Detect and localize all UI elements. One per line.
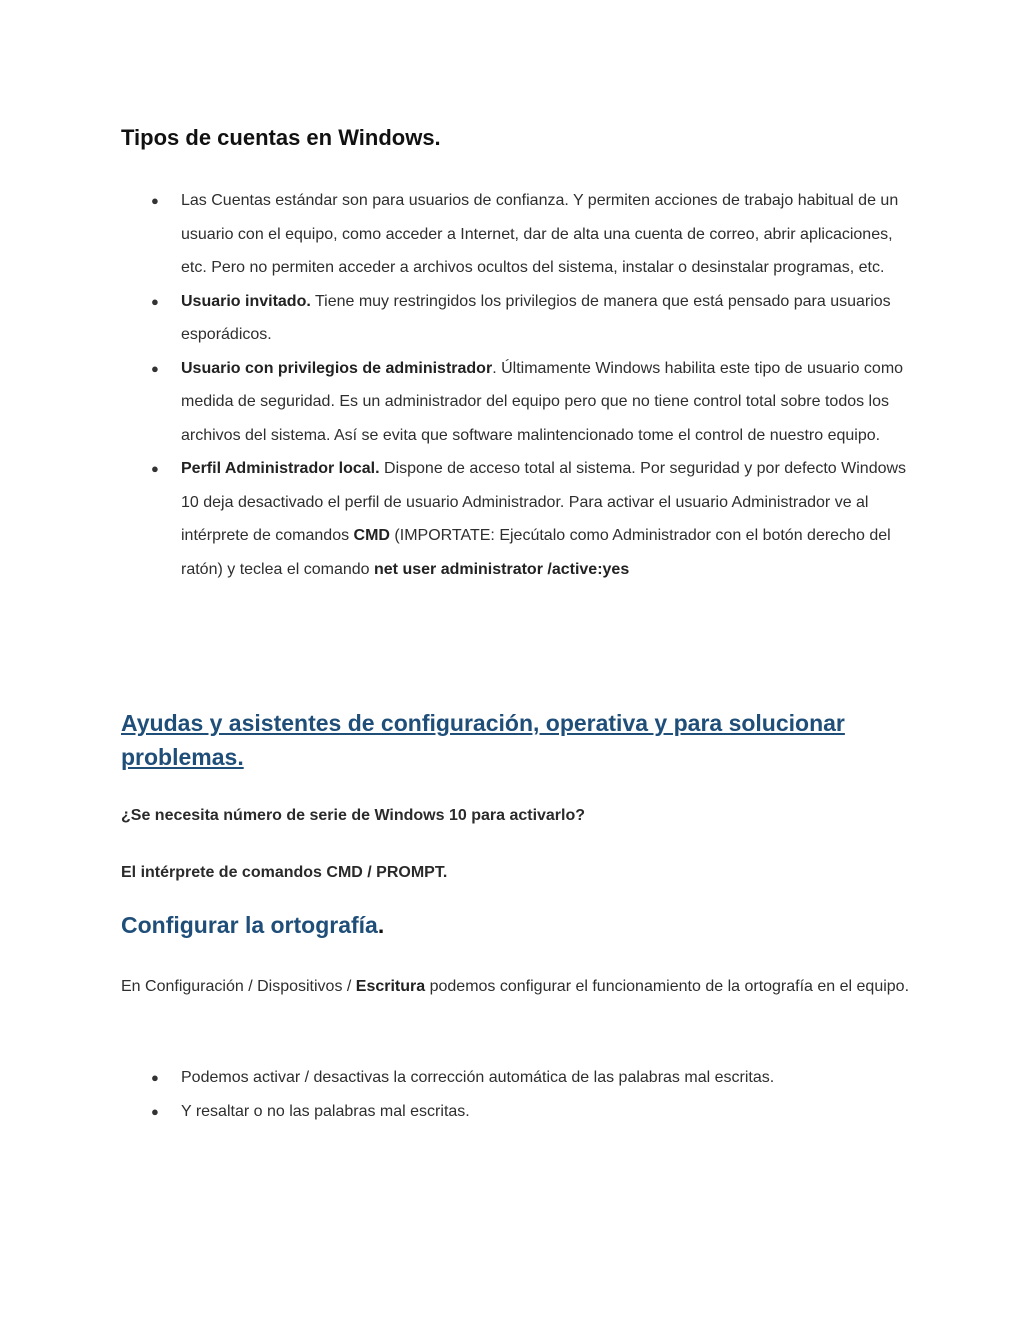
bullet-icon: ● (151, 293, 159, 309)
list-item-text: Tiene muy restringidos los privilegios de manera que está pensado para usuarios esporádicos. (181, 292, 891, 343)
list-item (0, 1095, 1024, 1129)
paragraph-text: podemos configurar el funcionamiento de la ortografía en el equipo. (425, 978, 910, 995)
list-item (0, 285, 1024, 352)
question-serial-number: ¿Se necesita número de serie de Windows 10 para activarlo? (121, 807, 586, 824)
list-item (0, 452, 1024, 586)
list-item-text: Y resaltar o no las palabras mal escritas. (181, 1102, 470, 1120)
question-cmd-prompt: El intérprete de comandos CMD / PROMPT. (121, 864, 448, 881)
heading-spelling-text: Configurar la ortografía (121, 912, 378, 938)
list-item-bold: Perfil Administrador local. (181, 460, 380, 477)
paragraph-bold: Escritura (355, 978, 426, 995)
list-item-bold: Usuario con privilegios de administrador (181, 359, 493, 377)
heading-account-types: Tipos de cuentas en Windows. (121, 125, 441, 150)
list-item-text: (IMPORTATE: Ejecútalo como Administrador con el botón derecho del ratón) y teclea el comando (181, 527, 891, 578)
bullet-icon: ● (151, 461, 159, 476)
list-item (0, 1061, 1024, 1095)
bullet-icon: ● (151, 1070, 159, 1085)
bullet-icon: ● (151, 193, 159, 208)
list-item-bold: Usuario invitado. (181, 292, 311, 310)
list-item-text: Podemos activar / desactivas la corrección automática de las palabras mal escritas. (181, 1069, 775, 1086)
bullet-icon: ● (151, 360, 159, 376)
list-item (0, 352, 1024, 453)
heading-spelling (121, 912, 384, 939)
cmd-keyword: CMD (353, 527, 390, 544)
command-text: net user administrator /active:yes (374, 560, 630, 578)
list-item-text: Las Cuentas estándar son para usuarios de confianza. Y permiten acciones de trabajo habitual de un usuario con el equipo, como acceder a Internet, dar de alta una cuenta de correo, abrir aplicaciones, etc. Pero no permiten acceder a archivos ocultos del sistema, instalar o desinstalar programas, etc. (181, 192, 899, 276)
list-item (0, 184, 1024, 285)
paragraph-text: En Configuración / Dispositivos / (121, 978, 356, 995)
spelling-options-list (0, 1061, 1024, 1128)
account-types-list (0, 184, 1024, 586)
list-item-text: Dispone de acceso total al sistema. Por seguridad y por defecto Windows 10 deja desactivado el perfil de usuario Administrador. Para activar el usuario Administrador ve al intérprete de comandos (181, 460, 907, 544)
list-item-text: . Últimamente Windows habilita este tipo de usuario como medida de seguridad. Es un administrador del equipo pero que no tiene control total sobre todos los archivos del sistema. Así se evita que software malintencionado tome el control de nuestro equipo. (181, 359, 904, 444)
help-wizards-link[interactable]: Ayudas y asistentes de configuración, operativa y para solucionar problemas. (121, 710, 845, 770)
bullet-icon: ● (151, 1103, 159, 1119)
heading-spelling-dot: . (377, 912, 385, 938)
spelling-paragraph (121, 970, 911, 1004)
